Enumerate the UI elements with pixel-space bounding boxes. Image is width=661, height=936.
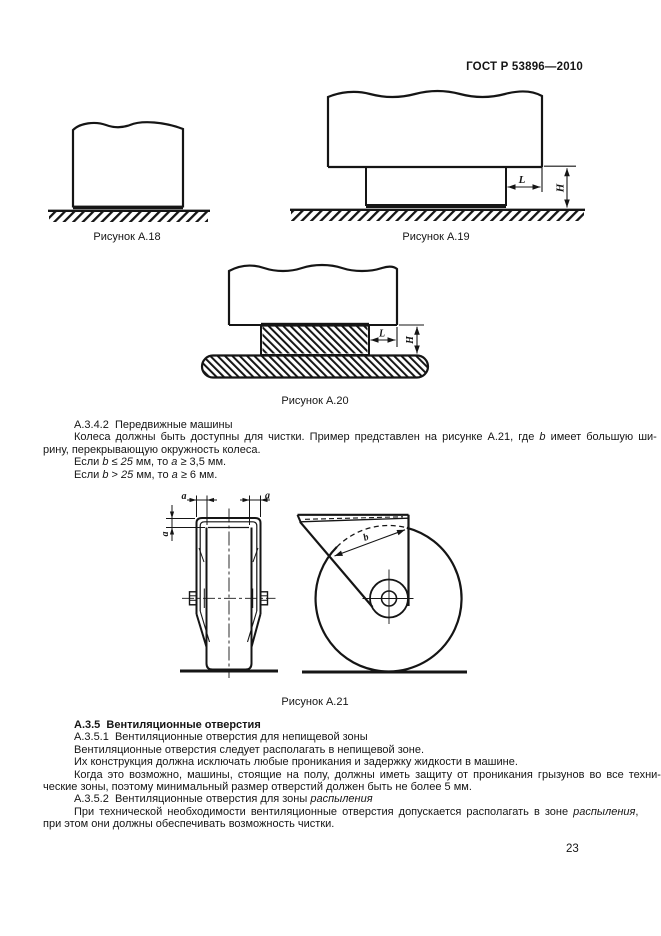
dim-label-a: a <box>160 531 171 537</box>
page-number: 23 <box>566 843 579 855</box>
dim-label-h: H <box>554 183 567 193</box>
dim-l-a19 <box>508 167 543 192</box>
base-a19 <box>366 167 506 208</box>
text-line: Вентиляционные отверстия следует располагать в непищевой зоне. <box>74 743 425 756</box>
text-line: Когда это возможно, машины, стоящие на полу, должны иметь защиту от проникания грызунов во все техни- <box>74 768 661 781</box>
dim-a-side-left <box>160 505 205 541</box>
text-line: А.3.5 Вентиляционные отверстия <box>74 719 261 731</box>
dim-label-b: b <box>361 531 371 544</box>
text-line: рину, перекрывающую окружность колеса. <box>43 443 261 456</box>
wheel-hidden-arc <box>337 525 407 546</box>
machine-outline-a19 <box>328 91 542 167</box>
dim-l-a20 <box>371 327 398 347</box>
text-line: Если b > 25 мм, то a ≥ 6 мм. <box>74 468 218 481</box>
dim-b <box>335 530 406 556</box>
text-line: Их конструкция должна исключать любые проникания и задержку жидкости в машине. <box>74 756 518 769</box>
caster-side-view <box>298 515 468 672</box>
caster-front-view <box>160 491 278 679</box>
figure-a19-drawing <box>283 86 590 241</box>
paragraph-a342 <box>43 419 657 481</box>
ground-hatch <box>49 212 208 222</box>
text-line: при этом они должны обеспечивать возможность чистки. <box>43 818 335 831</box>
figure-a21-drawing <box>152 486 472 678</box>
dim-a-top-left <box>182 491 218 525</box>
dim-label-a: a <box>181 491 187 502</box>
section-a35 <box>43 719 661 831</box>
ground-hatch <box>291 211 584 221</box>
doc-header: ГОСТ Р 53896—2010 <box>466 61 583 73</box>
ground-a18 <box>48 211 210 222</box>
caption-fig-a21: Рисунок А.21 <box>281 696 349 708</box>
mounting-plate <box>298 515 409 522</box>
machine-outline-a18 <box>73 122 183 209</box>
text-line: Колеса должны быть доступны для чистки. Пример представлен на рисунке А.21, где b имеет большую ши- <box>74 431 657 444</box>
machine-outline-a20 <box>229 265 397 325</box>
caption-fig-a20: Рисунок А.20 <box>281 395 349 407</box>
text-line: А.3.5.2 Вентиляционные отверстия для зоны распыления <box>74 793 373 806</box>
pedestal-a20 <box>261 323 369 355</box>
caption-fig-a18: Рисунок А.18 <box>93 231 161 243</box>
machine-base-bar <box>73 206 183 210</box>
text-line: А.3.4.2 Передвижные машины <box>74 419 233 431</box>
ground-a19 <box>290 210 585 221</box>
dim-h-a19 <box>544 166 576 207</box>
dim-label-h: H <box>405 336 416 344</box>
figure-a18-drawing <box>40 112 218 227</box>
dim-label-a: a <box>265 490 270 502</box>
base-slab-a20 <box>202 356 428 378</box>
dim-h-a20 <box>399 325 424 354</box>
base-bar <box>366 204 506 208</box>
figure-a20-drawing <box>195 258 435 384</box>
text-line: При технической необходимости вентиляционные отверстия допускается располагать в зоне распыления, <box>74 805 639 818</box>
text-line: А.3.5.1 Вентиляционные отверстия для непищевой зоны <box>74 731 368 744</box>
dim-label-l: L <box>378 328 386 340</box>
dim-label-l: L <box>518 174 526 186</box>
caption-fig-a19: Рисунок А.19 <box>402 231 470 243</box>
text-line: Если b ≤ 25 мм, то a ≥ 3,5 мм. <box>74 456 227 469</box>
text-line: ческие зоны, поэтому минимальный размер отверстий должен быть не более 5 мм. <box>43 781 472 794</box>
dim-a-top-right <box>240 491 270 526</box>
